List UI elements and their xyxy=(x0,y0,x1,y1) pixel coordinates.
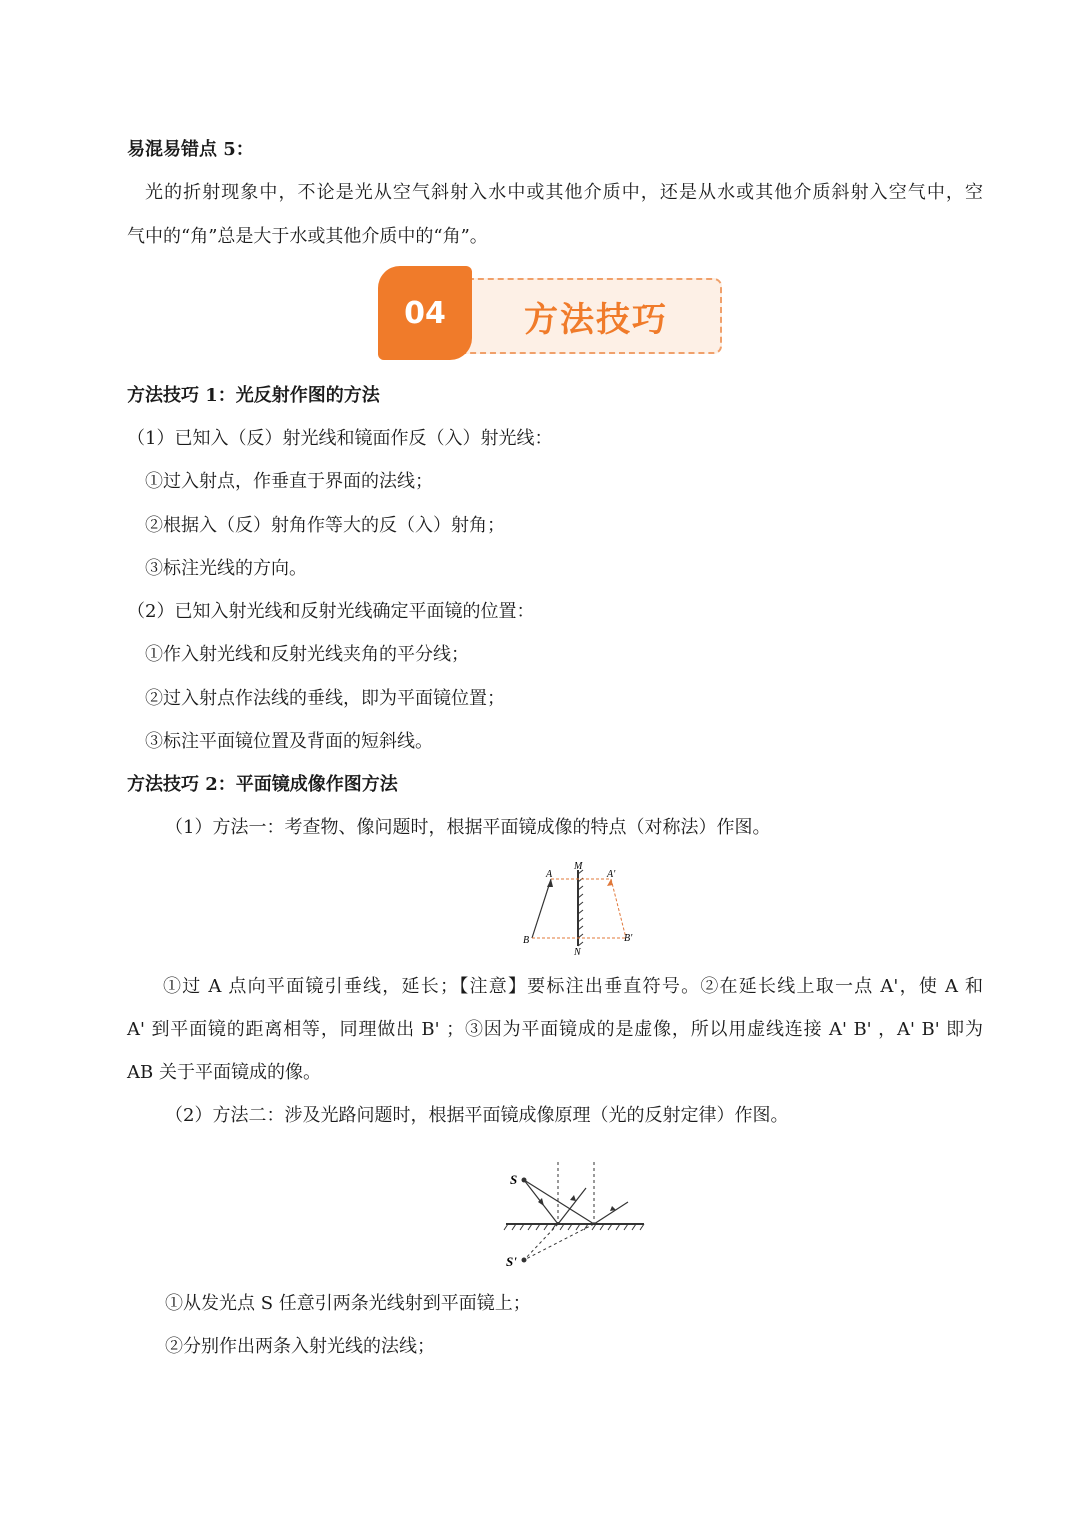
list-item: ③标注光线的方向。 xyxy=(145,558,307,579)
section-heading: 易混易错点 5： xyxy=(127,139,254,160)
list-item: ②根据入（反）射角作等大的反（入）射角； xyxy=(145,515,505,536)
list-item: ①作入射光线和反射光线夹角的平分线； xyxy=(145,644,469,665)
label-n: N xyxy=(574,947,581,956)
sub-heading: （2）方法二：涉及光路问题时，根据平面镜成像原理（光的反射定律）作图。 xyxy=(165,1105,789,1126)
reflection-path-figure xyxy=(500,1158,650,1270)
mirror-symmetry-figure xyxy=(518,860,642,956)
paragraph-line: 气中的“角”总是大于水或其他介质中的“角”。 xyxy=(127,226,488,247)
banner-title: 方法技巧 xyxy=(450,278,722,354)
paragraph-line: ①过 A 点向平面镜引垂线，延长；【注意】要标注出垂直符号。②在延长线上取一点 A'，使 A 和 xyxy=(163,976,983,997)
method-heading: 方法技巧 1：光反射作图的方法 xyxy=(127,385,380,406)
paragraph-line: A' 到平面镜的距离相等，同理做出 B' ；③因为平面镜成的是虚像，所以用虚线连接 A' B' ，A' B' 即为 xyxy=(127,1019,983,1040)
list-item: ①过入射点，作垂直于界面的法线； xyxy=(145,471,433,492)
label-a: A xyxy=(546,869,553,880)
paragraph-line: AB 关于平面镜成的像。 xyxy=(127,1062,321,1083)
method-heading: 方法技巧 2：平面镜成像作图方法 xyxy=(127,774,398,795)
label-m: M xyxy=(574,861,583,872)
sub-heading: （1）方法一：考查物、像问题时，根据平面镜成像的特点（对称法）作图。 xyxy=(165,817,771,838)
list-item: ③标注平面镜位置及背面的短斜线。 xyxy=(145,731,433,752)
label-b: B xyxy=(523,935,530,946)
sub-heading: （2）已知入射光线和反射光线确定平面镜的位置： xyxy=(127,601,535,622)
section-banner xyxy=(378,266,726,360)
paragraph-line: 光的折射现象中，不论是光从空气斜射入水中或其他介质中，还是从水或其他介质斜射入空气中，空 xyxy=(145,182,983,203)
label-s: S xyxy=(510,1172,518,1187)
label-a-prime: A' xyxy=(607,869,616,880)
list-item: ②分别作出两条入射光线的法线； xyxy=(165,1336,435,1357)
sub-heading: （1）已知入（反）射光线和镜面作反（入）射光线： xyxy=(127,428,553,449)
list-item: ②过入射点作法线的垂线，即为平面镜位置； xyxy=(145,688,505,709)
label-b-prime: B' xyxy=(624,933,633,944)
list-item: ①从发光点 S 任意引两条光线射到平面镜上； xyxy=(165,1293,531,1314)
banner-number: 04 xyxy=(378,266,472,360)
label-s-prime: S' xyxy=(506,1254,517,1269)
